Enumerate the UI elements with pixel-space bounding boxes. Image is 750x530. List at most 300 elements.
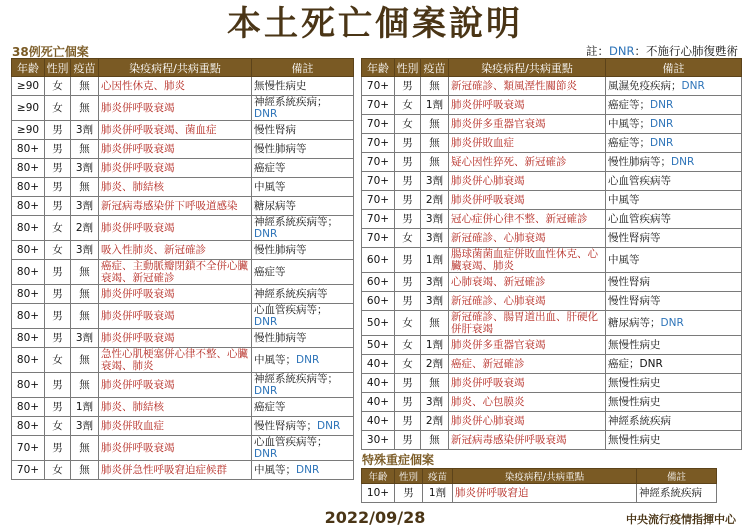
age-cell: 80+	[12, 260, 45, 285]
vaccine-cell: 3劑	[71, 329, 99, 348]
remarks-cell	[252, 241, 354, 260]
remarks-text: 慢性腎病等；	[254, 420, 317, 432]
header-remarks: 備註	[252, 59, 354, 77]
vaccine-cell: 無	[71, 461, 99, 480]
diagnosis-cell: 肺炎併多重器官衰竭	[449, 336, 606, 355]
remarks-text: 慢性腎病	[254, 124, 296, 136]
death-cases-table-left	[11, 58, 354, 480]
remarks-cell	[606, 431, 742, 450]
diagnosis-cell: 肺炎併呼吸衰竭	[99, 159, 252, 178]
remarks-cell	[606, 412, 742, 431]
age-cell: 70+	[362, 210, 395, 229]
remarks-text: 心血管疾病等；	[254, 436, 328, 448]
diagnosis-cell: 肺炎併呼吸衰竭	[99, 373, 252, 398]
sex-cell: 男	[395, 172, 421, 191]
diagnosis-cell: 新冠確診、類風溼性關節炎	[449, 77, 606, 96]
diagnosis-cell: 肺炎併呼吸衰竭	[99, 329, 252, 348]
vaccine-cell: 無	[71, 304, 99, 329]
dnr-flag: DNR	[254, 385, 278, 397]
sex-cell: 女	[45, 348, 71, 373]
age-cell: ≥90	[12, 77, 45, 96]
age-cell: 60+	[362, 292, 395, 311]
vaccine-cell: 1劑	[421, 248, 449, 273]
age-cell: 70+	[362, 77, 395, 96]
sex-cell: 男	[45, 159, 71, 178]
diagnosis-cell: 肺炎併呼吸衰竭	[99, 436, 252, 461]
dnr-flag: DNR	[681, 80, 705, 92]
remarks-cell	[252, 96, 354, 121]
remarks-text: 神經系統疾病等；	[254, 373, 338, 385]
table-row	[12, 285, 354, 304]
age-cell: 60+	[362, 273, 395, 292]
table-row	[12, 260, 354, 285]
diagnosis-cell: 肺炎併呼吸衰竭	[99, 96, 252, 121]
table-row	[362, 292, 742, 311]
table-header-row	[362, 59, 742, 77]
sex-cell: 男	[395, 412, 421, 431]
vaccine-cell: 無	[71, 436, 99, 461]
vaccine-cell: 3劑	[421, 292, 449, 311]
sex-cell: 男	[395, 431, 421, 450]
table-row	[12, 329, 354, 348]
sex-cell: 男	[395, 273, 421, 292]
age-cell: 80+	[12, 398, 45, 417]
remarks-cell	[606, 311, 742, 336]
vaccine-cell: 3劑	[71, 241, 99, 260]
diagnosis-cell: 吸入性肺炎、新冠確診	[99, 241, 252, 260]
vaccine-cell: 無	[71, 285, 99, 304]
diagnosis-cell: 肺炎併呼吸衰竭	[99, 304, 252, 329]
case-count-subtitle: 38例死亡個案	[12, 45, 89, 59]
sex-cell: 女	[45, 241, 71, 260]
diagnosis-cell: 癌症、新冠確診	[449, 355, 606, 374]
remarks-cell	[606, 229, 742, 248]
table-row	[362, 210, 742, 229]
vaccine-cell: 1劑	[71, 398, 99, 417]
vaccine-cell: 無	[421, 431, 449, 450]
age-cell: 80+	[12, 140, 45, 159]
table-row	[12, 178, 354, 197]
remarks-cell	[252, 348, 354, 373]
vaccine-cell: 無	[71, 96, 99, 121]
remarks-cell	[252, 461, 354, 480]
remarks-cell	[606, 172, 742, 191]
vaccine-cell: 3劑	[421, 210, 449, 229]
remarks-cell	[252, 417, 354, 436]
vaccine-cell: 2劑	[421, 412, 449, 431]
age-cell: 70+	[12, 436, 45, 461]
diagnosis-cell: 肺炎併心肺衰竭	[449, 412, 606, 431]
vaccine-cell: 3劑	[71, 121, 99, 140]
table-row	[362, 248, 742, 273]
sex-cell: 女	[45, 96, 71, 121]
table-row	[12, 398, 354, 417]
age-cell: 40+	[362, 412, 395, 431]
sex-cell: 男	[395, 484, 423, 503]
remarks-cell	[252, 77, 354, 96]
remarks-text: 無慢性病史	[254, 80, 307, 92]
table-row	[12, 121, 354, 140]
age-cell: 50+	[362, 311, 395, 336]
vaccine-cell: 無	[71, 373, 99, 398]
remarks-text: 糖尿病等	[254, 200, 296, 212]
diagnosis-cell: 肺炎併呼吸窘迫	[453, 484, 637, 503]
vaccine-cell: 無	[421, 153, 449, 172]
remarks-text: 神經系統疾病；	[254, 96, 328, 108]
page-title: 本土死亡個案說明	[227, 4, 523, 44]
vaccine-cell: 無	[421, 115, 449, 134]
remarks-cell	[252, 373, 354, 398]
sex-cell: 男	[45, 121, 71, 140]
diagnosis-cell: 肺炎併呼吸衰竭	[449, 191, 606, 210]
table-row	[12, 241, 354, 260]
issuing-organization: 中央流行疫情指揮中心	[626, 513, 736, 526]
diagnosis-cell: 新冠病毒感染併呼吸衰竭	[449, 431, 606, 450]
age-cell: 80+	[12, 417, 45, 436]
diagnosis-cell: 肺炎併急性呼吸窘迫症候群	[99, 461, 252, 480]
age-cell: 80+	[12, 285, 45, 304]
diagnosis-cell: 心肺衰竭、新冠確診	[449, 273, 606, 292]
age-cell: 50+	[362, 336, 395, 355]
remarks-cell	[606, 292, 742, 311]
diagnosis-cell: 新冠確診、腸胃道出血、肝硬化併肝衰竭	[449, 311, 606, 336]
vaccine-cell: 2劑	[71, 216, 99, 241]
age-cell: 80+	[12, 373, 45, 398]
table-row	[362, 311, 742, 336]
vaccine-cell: 3劑	[71, 417, 99, 436]
table-row	[12, 77, 354, 96]
remarks-cell	[606, 336, 742, 355]
vaccine-cell: 2劑	[421, 355, 449, 374]
diagnosis-cell: 肺炎併敗血症	[99, 417, 252, 436]
sex-cell: 女	[45, 77, 71, 96]
remarks-text: 無慢性病史	[608, 396, 661, 408]
sex-cell: 男	[45, 178, 71, 197]
age-cell: 80+	[12, 178, 45, 197]
dnr-flag: DNR	[254, 316, 278, 328]
diagnosis-cell: 新冠病毒感染併下呼吸道感染	[99, 197, 252, 216]
vaccine-cell: 1劑	[423, 484, 453, 503]
dnr-flag: DNR	[650, 118, 674, 130]
diagnosis-cell: 肺炎併心肺衰竭	[449, 172, 606, 191]
death-cases-table-right	[361, 58, 742, 450]
sex-cell: 男	[45, 436, 71, 461]
remarks-cell	[252, 285, 354, 304]
sex-cell: 男	[395, 248, 421, 273]
age-cell: 80+	[12, 159, 45, 178]
diagnosis-cell: 肺炎、心包膜炎	[449, 393, 606, 412]
age-cell: 80+	[12, 329, 45, 348]
vaccine-cell: 3劑	[71, 197, 99, 216]
diagnosis-cell: 新冠確診、心肺衰竭	[449, 229, 606, 248]
remarks-cell	[606, 374, 742, 393]
age-cell: 70+	[362, 172, 395, 191]
dnr-flag: DNR	[317, 420, 341, 432]
age-cell: 70+	[362, 191, 395, 210]
age-cell: 70+	[362, 229, 395, 248]
dnr-flag: DNR	[296, 354, 320, 366]
diagnosis-cell: 肺炎併呼吸衰竭	[449, 374, 606, 393]
sex-cell: 女	[395, 229, 421, 248]
sex-cell: 女	[45, 461, 71, 480]
table-row	[12, 373, 354, 398]
remarks-text: 慢性腎病等	[608, 295, 661, 307]
sex-cell: 男	[45, 197, 71, 216]
sex-cell: 男	[45, 260, 71, 285]
remarks-text: 無慢性病史	[608, 434, 661, 446]
diagnosis-cell: 肺炎併呼吸衰竭	[99, 140, 252, 159]
dnr-note	[586, 43, 738, 59]
vaccine-cell: 無	[421, 134, 449, 153]
remarks-text: 無慢性病史	[608, 339, 661, 351]
sex-cell: 男	[395, 393, 421, 412]
dnr-flag: DNR	[254, 228, 278, 240]
report-date: 2022/09/28	[324, 508, 426, 527]
remarks-text: 癌症等	[254, 162, 286, 174]
table-row	[362, 393, 742, 412]
age-cell: 70+	[362, 153, 395, 172]
vaccine-cell: 無	[421, 77, 449, 96]
remarks-text: 中風等	[254, 181, 286, 193]
remarks-text: 慢性腎病等	[608, 232, 661, 244]
header-vaccine: 疫苗	[423, 469, 453, 484]
header-age: 年齡	[362, 59, 395, 77]
remarks-cell	[252, 436, 354, 461]
age-cell: 70+	[362, 134, 395, 153]
remarks-cell	[252, 197, 354, 216]
age-cell: 70+	[12, 461, 45, 480]
remarks-text: 心血管疾病等；	[254, 304, 328, 316]
remarks-text: 中風等；	[254, 354, 296, 366]
vaccine-cell: 3劑	[71, 159, 99, 178]
dnr-flag: DNR	[650, 137, 674, 149]
table-row	[362, 191, 742, 210]
remarks-cell	[606, 115, 742, 134]
age-cell: 80+	[12, 216, 45, 241]
age-cell: 80+	[12, 241, 45, 260]
table-row	[362, 96, 742, 115]
table-row	[362, 229, 742, 248]
special-cases-title: 特殊重症個案	[362, 453, 435, 467]
remarks-text: 慢性肺病等	[254, 143, 307, 155]
age-cell: 10+	[362, 484, 395, 503]
vaccine-cell: 2劑	[421, 191, 449, 210]
sex-cell: 男	[45, 304, 71, 329]
vaccine-cell: 1劑	[421, 336, 449, 355]
table-row	[12, 140, 354, 159]
table-row	[12, 159, 354, 178]
remarks-cell	[252, 159, 354, 178]
sex-cell: 男	[395, 134, 421, 153]
remarks-cell	[252, 140, 354, 159]
age-cell: ≥90	[12, 96, 45, 121]
header-diagnosis: 染疫病程/共病重點	[453, 469, 637, 484]
table-row	[362, 273, 742, 292]
diagnosis-cell: 肺炎併敗血症	[449, 134, 606, 153]
remarks-text: 癌症等；	[608, 99, 650, 111]
note-text: ：不施行心肺復甦術	[634, 44, 738, 58]
sex-cell: 男	[395, 210, 421, 229]
table-row	[362, 431, 742, 450]
diagnosis-cell: 肺炎、肺結核	[99, 398, 252, 417]
header-age: 年齡	[12, 59, 45, 77]
remarks-text: 癌症等；	[608, 137, 650, 149]
remarks-text: 神經系統疾病等	[254, 288, 328, 300]
table-row	[362, 172, 742, 191]
age-cell: ≥90	[12, 121, 45, 140]
vaccine-cell: 無	[421, 374, 449, 393]
vaccine-cell: 3劑	[421, 393, 449, 412]
note-dnr-code: DNR	[609, 44, 635, 58]
diagnosis-cell: 肺炎併呼吸衰竭	[99, 216, 252, 241]
vaccine-cell: 3劑	[421, 273, 449, 292]
age-cell: 40+	[362, 374, 395, 393]
vaccine-cell: 3劑	[421, 172, 449, 191]
remarks-cell	[606, 355, 742, 374]
sex-cell: 男	[395, 191, 421, 210]
header-diagnosis: 染疫病程/共病重點	[99, 59, 252, 77]
sex-cell: 女	[395, 355, 421, 374]
table-row	[12, 96, 354, 121]
header-sex: 性別	[395, 469, 423, 484]
table-row	[12, 348, 354, 373]
remarks-text: 心血管疾病等	[608, 213, 671, 225]
remarks-cell	[252, 216, 354, 241]
vaccine-cell: 無	[71, 260, 99, 285]
dnr-flag: DNR	[254, 108, 278, 120]
remarks-text: 風濕免疫疾病；	[608, 80, 682, 92]
sex-cell: 男	[395, 77, 421, 96]
remarks-cell	[606, 273, 742, 292]
dnr-flag: DNR	[296, 464, 320, 476]
header-age: 年齡	[362, 469, 395, 484]
remarks-text: 糖尿病等；	[608, 317, 661, 329]
remarks-text: 慢性腎病	[608, 276, 650, 288]
remarks-text: 慢性肺病等；	[608, 156, 671, 168]
remarks-text: 神經系統疾病等；	[254, 216, 338, 228]
table-header-row	[362, 469, 717, 484]
vaccine-cell: 無	[71, 178, 99, 197]
diagnosis-cell: 新冠確診、心肺衰竭	[449, 292, 606, 311]
table-row	[362, 134, 742, 153]
diagnosis-cell: 腸球菌菌血症併敗血性休克、心臟衰竭、肺炎	[449, 248, 606, 273]
sex-cell: 男	[45, 373, 71, 398]
diagnosis-cell: 疑心因性猝死、新冠確診	[449, 153, 606, 172]
vaccine-cell: 無	[71, 348, 99, 373]
remarks-cell	[252, 398, 354, 417]
table-row	[362, 374, 742, 393]
remarks-cell	[606, 134, 742, 153]
remarks-text: 中風等	[608, 194, 640, 206]
table-row	[362, 412, 742, 431]
remarks-text: 慢性肺病等	[254, 332, 307, 344]
age-cell: 80+	[12, 197, 45, 216]
remarks-cell	[252, 304, 354, 329]
sex-cell: 男	[45, 285, 71, 304]
sex-cell: 女	[395, 115, 421, 134]
vaccine-cell: 無	[71, 77, 99, 96]
sex-cell: 男	[45, 140, 71, 159]
sex-cell: 男	[395, 292, 421, 311]
sex-cell: 女	[45, 216, 71, 241]
table-row	[12, 197, 354, 216]
sex-cell: 女	[45, 417, 71, 436]
table-row	[12, 304, 354, 329]
remarks-cell	[606, 153, 742, 172]
vaccine-cell: 無	[421, 311, 449, 336]
vaccine-cell: 無	[71, 140, 99, 159]
dnr-flag: DNR	[671, 156, 695, 168]
sex-cell: 男	[395, 153, 421, 172]
table-row	[362, 484, 717, 503]
remarks-cell	[606, 393, 742, 412]
dnr-flag: DNR	[650, 99, 674, 111]
table-header-row	[12, 59, 354, 77]
header-vaccine: 疫苗	[421, 59, 449, 77]
table-row	[362, 115, 742, 134]
remarks-cell	[252, 178, 354, 197]
remarks-text: 無慢性病史	[608, 377, 661, 389]
diagnosis-cell: 急性心肌梗塞併心律不整、心臟衰竭、肺炎	[99, 348, 252, 373]
dnr-flag: DNR	[660, 317, 684, 329]
age-cell: 70+	[362, 115, 395, 134]
table-row	[12, 216, 354, 241]
sex-cell: 男	[45, 329, 71, 348]
remarks-text: 中風等	[608, 254, 640, 266]
table-row	[362, 153, 742, 172]
remarks-text: 中風等；	[608, 118, 650, 130]
table-row	[12, 436, 354, 461]
diagnosis-cell: 心因性休克、肺炎	[99, 77, 252, 96]
remarks-text: 心血管疾病等	[608, 175, 671, 187]
header-sex: 性別	[395, 59, 421, 77]
remarks-cell	[606, 191, 742, 210]
remarks-text: 癌症等	[254, 401, 286, 413]
sex-cell: 女	[395, 336, 421, 355]
note-prefix: 註：	[586, 44, 610, 58]
remarks-text: 慢性肺病等	[254, 244, 307, 256]
vaccine-cell: 3劑	[421, 229, 449, 248]
sex-cell: 女	[395, 311, 421, 336]
diagnosis-cell: 肺炎併多重器官衰竭	[449, 115, 606, 134]
special-cases-table	[361, 468, 717, 503]
remarks-cell	[606, 248, 742, 273]
remarks-cell	[606, 96, 742, 115]
diagnosis-cell: 癌症、主動脈瓣閉鎖不全併心臟衰竭、新冠確診	[99, 260, 252, 285]
diagnosis-cell: 冠心症併心律不整、新冠確診	[449, 210, 606, 229]
sex-cell: 男	[45, 398, 71, 417]
remarks-cell	[252, 121, 354, 140]
header-remarks: 備註	[606, 59, 742, 77]
age-cell: 40+	[362, 355, 395, 374]
age-cell: 30+	[362, 431, 395, 450]
age-cell: 80+	[12, 304, 45, 329]
diagnosis-cell: 肺炎併呼吸衰竭	[99, 285, 252, 304]
header-diagnosis: 染疫病程/共病重點	[449, 59, 606, 77]
table-row	[12, 417, 354, 436]
age-cell: 40+	[362, 393, 395, 412]
remarks-text: 癌症；DNR	[608, 358, 663, 370]
diagnosis-cell: 肺炎併呼吸衰竭、菌血症	[99, 121, 252, 140]
age-cell: 70+	[362, 96, 395, 115]
age-cell: 80+	[12, 348, 45, 373]
table-row	[362, 355, 742, 374]
remarks-cell: 神經系統疾病	[637, 484, 717, 503]
remarks-cell	[606, 210, 742, 229]
remarks-text: 癌症等	[254, 266, 286, 278]
dnr-flag: DNR	[254, 448, 278, 460]
remarks-cell	[606, 77, 742, 96]
